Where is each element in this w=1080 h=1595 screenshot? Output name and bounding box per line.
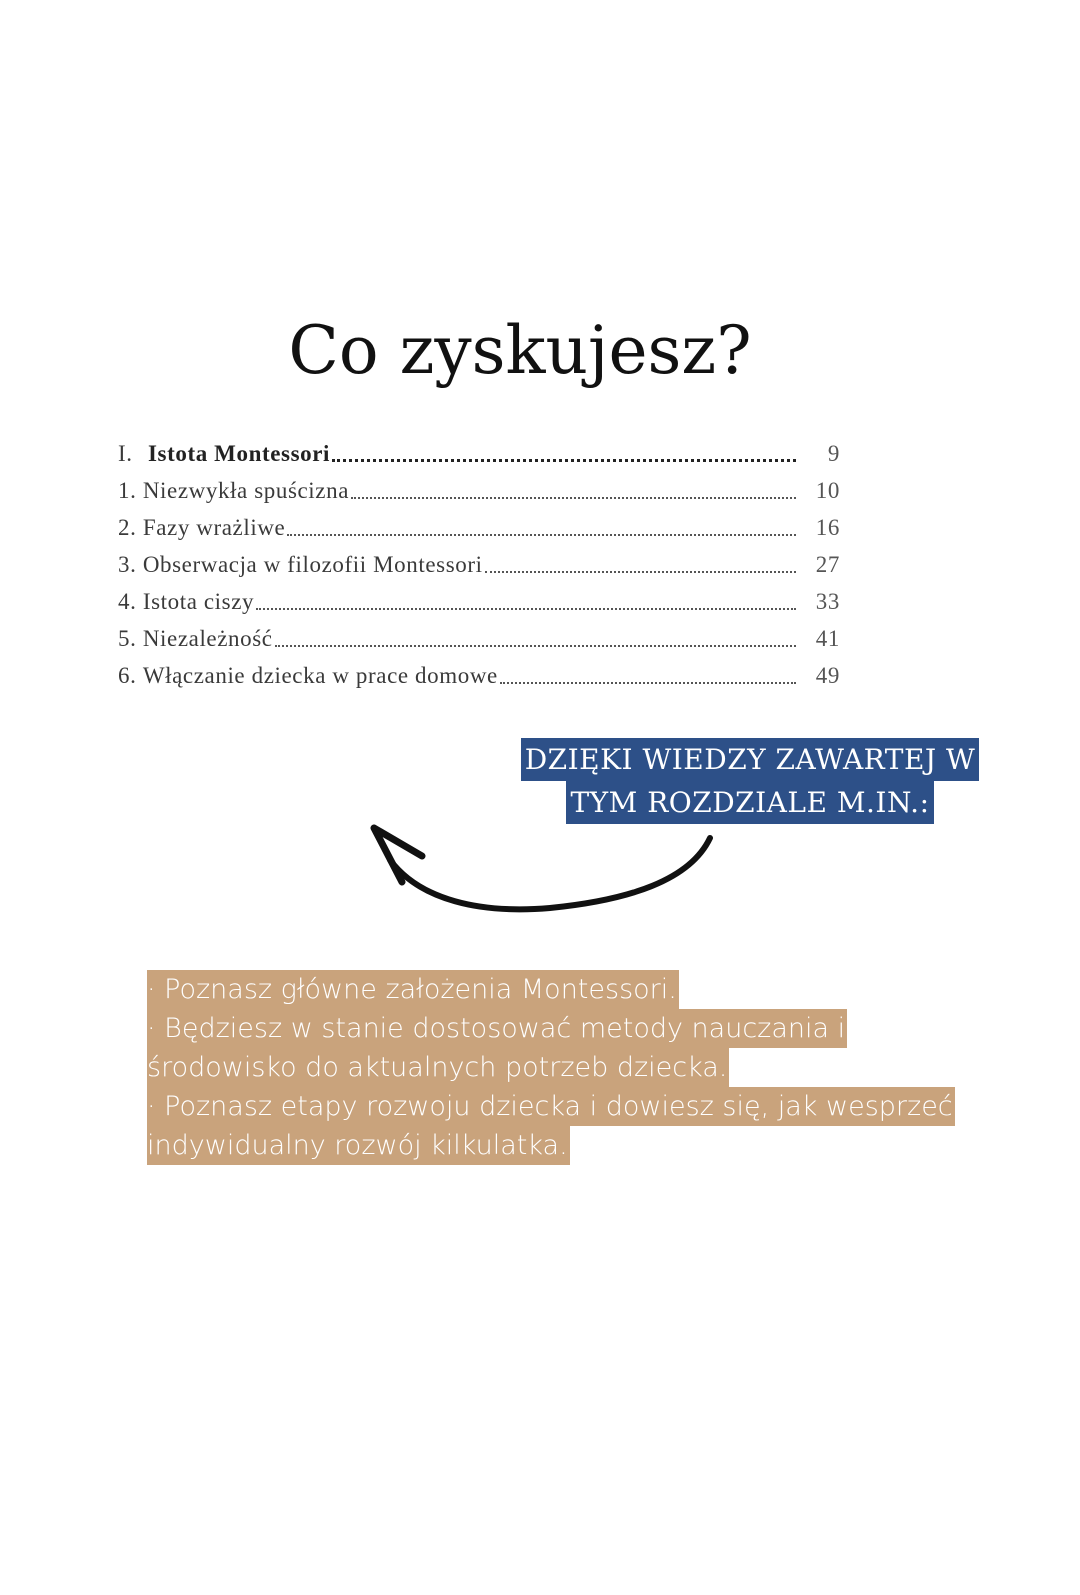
benefit-line: · Będziesz w stanie dostosować metody nauczania i — [147, 1009, 847, 1048]
toc-leader-dots — [351, 474, 796, 499]
toc-entry — [118, 541, 840, 578]
toc-entry-number: 5. — [118, 626, 137, 651]
toc-entry-number: I. — [118, 441, 133, 466]
toc-entry — [118, 652, 840, 689]
toc-leader-dots — [500, 659, 796, 684]
toc-entry-title: Niezwykła spuścizna — [136, 478, 351, 504]
benefit-line: · Poznasz główne założenia Montessori. — [147, 970, 679, 1009]
toc-entry-page: 49 — [815, 663, 840, 688]
benefits-list — [147, 970, 987, 1165]
callout-line: DZIĘKI WIEDZY ZAWARTEJ W — [521, 738, 980, 781]
toc-entry-page: 27 — [815, 552, 840, 577]
toc-entry-chapter — [118, 430, 840, 467]
benefit-line: · Poznasz etapy rozwoju dziecka i dowiesz się, jak wesprzeć — [147, 1087, 955, 1126]
toc-entry-page: 41 — [815, 626, 840, 651]
toc-entry-title: Włączanie dziecka w prace domowe — [136, 663, 499, 689]
toc-entry-number: 3. — [118, 552, 137, 577]
toc-entry-title: Obserwacja w filozofii Montessori — [136, 552, 484, 578]
toc-entry — [118, 467, 840, 504]
curved-arrow-icon — [360, 820, 740, 930]
table-of-contents — [118, 430, 840, 689]
toc-entry-title: Fazy wrażliwe — [136, 515, 287, 541]
toc-entry-title: Istota Montessori — [148, 441, 331, 466]
toc-entry-page: 33 — [815, 589, 840, 614]
toc-entry — [118, 504, 840, 541]
benefit-line: środowisko do aktualnych potrzeb dziecka. — [147, 1048, 729, 1087]
toc-leader-dots — [485, 548, 796, 573]
callout-line: TYM ROZDZIALE M.IN.: — [566, 781, 933, 824]
page-title: Co zyskujesz? — [288, 312, 752, 390]
toc-entry-number: 6. — [118, 663, 137, 688]
toc-leader-dots — [287, 511, 796, 536]
toc-leader-dots — [332, 436, 796, 462]
toc-entry-title: Istota ciszy — [136, 589, 256, 615]
callout-box — [510, 738, 990, 824]
benefit-line: indywidualny rozwój kilkulatka. — [147, 1126, 570, 1165]
toc-entry-number: 2. — [118, 515, 137, 540]
toc-entry-page: 16 — [815, 515, 840, 540]
toc-entry — [118, 615, 840, 652]
toc-leader-dots — [275, 622, 796, 647]
toc-entry-number: 1. — [118, 478, 137, 503]
toc-leader-dots — [256, 585, 796, 610]
toc-entry-page: 10 — [815, 478, 840, 503]
toc-entry-title: Niezależność — [136, 626, 274, 652]
toc-entry-number: 4. — [118, 589, 137, 614]
toc-entry-page: 9 — [827, 441, 840, 466]
toc-entry — [118, 578, 840, 615]
